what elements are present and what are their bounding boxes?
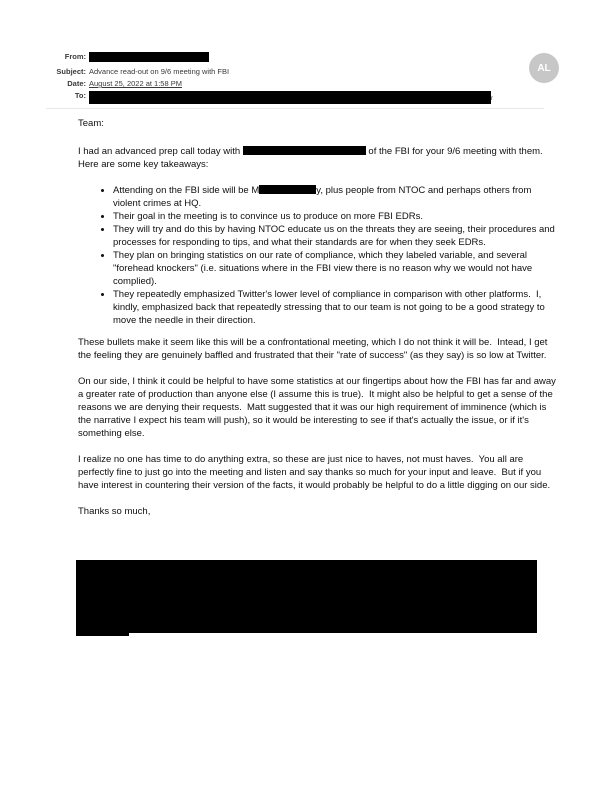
intro-text-after: of the FBI for your 9/6 meeting with them. Here are some key takeaways: bbox=[78, 146, 548, 170]
intro-text-before: I had an advanced prep call today with bbox=[78, 146, 243, 157]
from-label: From: bbox=[64, 52, 86, 61]
bullet-item-ntoc bbox=[113, 223, 556, 249]
subject-value: Advance read-out on 9/6 meeting with FBI bbox=[89, 67, 230, 76]
bullet-text-after: y, plus people from NTOC and perhaps others from violent crimes at HQ. bbox=[113, 185, 535, 209]
to-visible-suffix: r bbox=[491, 96, 493, 102]
paragraph-no-time: I realize no one has time to do anything extra, so these are just nice to haves, not must haves. You all are perfectly fine to just go into the meeting and listen and say thanks so much for your input and leave. But if you have interest in countering their version of the facts, it would probably be helpful to do a little digging on our side. bbox=[78, 454, 551, 491]
bullet-item-goal bbox=[113, 210, 556, 223]
signature-redaction-block bbox=[76, 560, 537, 633]
intro-paragraph bbox=[78, 145, 556, 171]
bullet-text: They plan on bringing statistics on our rate of compliance, which they labeled variable, and several "forehead knockers" (i.e. situations where in the FBI view there is no reason why we would not have complied). bbox=[113, 250, 535, 287]
intro-redaction-bar bbox=[243, 146, 366, 155]
bullet-item-statistics bbox=[113, 249, 556, 288]
to-label: To: bbox=[74, 91, 86, 100]
from-redaction-bar bbox=[89, 52, 209, 62]
bullet-item-attendees bbox=[113, 184, 556, 210]
bullet-text-before: Attending on the FBI side will be M bbox=[113, 185, 260, 196]
subject-label: Subject: bbox=[56, 67, 86, 76]
subject-row bbox=[45, 67, 493, 77]
bullet-item-compliance bbox=[113, 288, 556, 327]
to-value bbox=[89, 91, 493, 104]
to-row bbox=[45, 91, 493, 104]
paragraph-confrontational: These bullets make it seem like this will be a confrontational meeting, which I do not think it will be. Intead, I get the feeling they are genuinely baffled and frustrated that their "rate of success" (as they say) is so low at Twitter. bbox=[78, 337, 551, 361]
signature-redaction-tail bbox=[76, 633, 129, 636]
date-label: Date: bbox=[67, 79, 86, 88]
bullet-text: They will try and do this by having NTOC educate us on the threats they are seeing, their procedures and processes for responding to tips, and what their standards are for when they seek EDRs. bbox=[113, 224, 558, 248]
email-body bbox=[78, 117, 559, 531]
takeaways-list bbox=[78, 184, 556, 327]
avatar bbox=[529, 53, 559, 83]
salutation: Team: bbox=[78, 118, 104, 129]
avatar-initials: AL bbox=[537, 62, 551, 74]
closing: Thanks so much, bbox=[78, 506, 151, 517]
from-row bbox=[45, 52, 493, 65]
date-value-link[interactable]: August 25, 2022 at 1:58 PM bbox=[89, 79, 182, 88]
attendee-redaction-bar bbox=[259, 185, 316, 194]
header-divider bbox=[46, 108, 544, 109]
paragraph-our-side: On our side, I think it could be helpful to have some statistics at our fingertips about how the FBI has far and away a greater rate of production than anyone else (I assume this is true). It might also be helpful to get a sense of the reasons we are denying their requests. Matt suggested that it was our high requirement of imminence (which is the narrative I expect his team will push), so it would be interesting to see if that's actually the issue, or if it's something else. bbox=[78, 376, 559, 439]
bullet-text: Their goal in the meeting is to convince us to produce on more FBI EDRs. bbox=[113, 211, 423, 222]
date-row bbox=[45, 79, 493, 89]
email-header bbox=[45, 52, 493, 106]
from-value bbox=[89, 52, 209, 65]
bullet-text: They repeatedly emphasized Twitter's lower level of compliance in comparison with other platforms. I, kindly, emphasized back that repeatedly stressing that to our team is not going to be a good strategy to move the needle in their direction. bbox=[113, 289, 548, 326]
to-redaction-bar bbox=[89, 91, 491, 104]
